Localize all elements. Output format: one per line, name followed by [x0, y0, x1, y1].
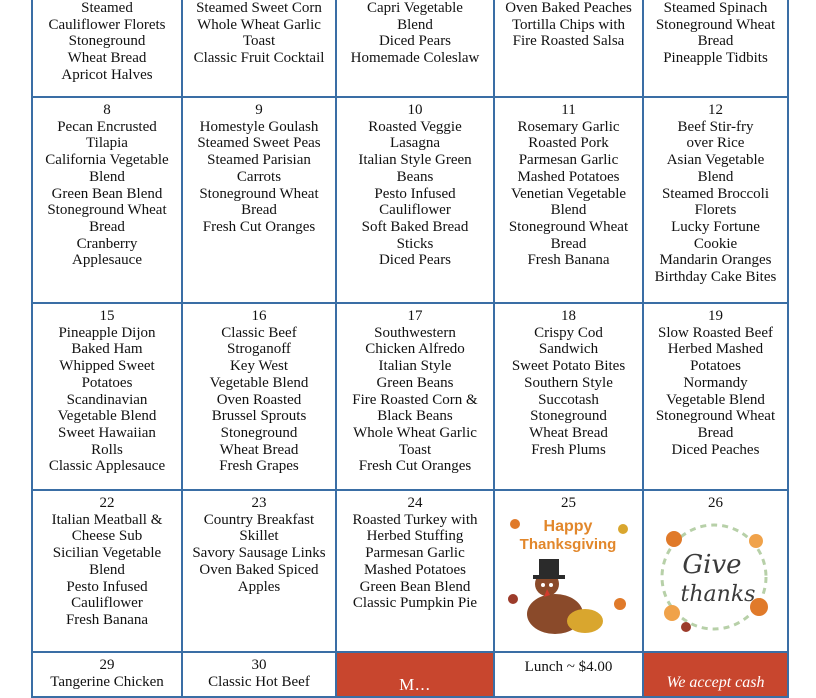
day-number: 29 — [99, 657, 115, 673]
menu-item: Diced Pears — [378, 33, 452, 50]
menu-item: Roasted Turkey with — [352, 511, 478, 528]
menu-cell — [33, 0, 183, 98]
menu-cell-day — [644, 98, 789, 304]
menu-item: Southwestern — [374, 324, 456, 341]
give-text: Give — [682, 550, 742, 580]
menu-item: Skillet — [239, 528, 279, 545]
menu-item: Pineapple Tidbits — [663, 50, 768, 67]
menu-item: Sicilian Vegetable — [52, 545, 162, 562]
thanksgiving-day-cell — [495, 491, 644, 653]
menu-cell — [495, 0, 644, 98]
menu-item: Asian Vegetable — [666, 152, 765, 169]
menu-item: Toast — [398, 441, 432, 458]
payment-text: We accept cash — [666, 674, 765, 691]
menu-item: Pesto Infused — [374, 185, 456, 202]
menu-item: Bread — [550, 235, 587, 252]
menu-item: Bread — [241, 202, 277, 219]
day-number: 11 — [561, 102, 576, 118]
day-number: 23 — [251, 495, 267, 511]
menu-item: Beans — [396, 168, 434, 185]
menu-item: Stoneground Wheat — [655, 408, 776, 425]
menu-item: Sweet Hawaiian — [58, 424, 156, 441]
menu-item: Homestyle Goulash — [199, 118, 319, 135]
menu-item: Mashed Potatoes — [517, 168, 620, 185]
menu-item: Blend — [697, 168, 734, 185]
day-number: 19 — [708, 308, 723, 324]
menu-item: Stoneground Wheat — [47, 202, 167, 219]
menu-item: Lasagna — [390, 135, 440, 152]
day-number: 24 — [407, 495, 423, 511]
menu-item: Fresh Banana — [65, 611, 149, 628]
menu-item: Parmesan Garlic — [518, 152, 619, 169]
menu-item: Wheat Bread — [219, 441, 299, 458]
menu-cell-day — [33, 98, 183, 304]
menu-item: Rolls — [91, 441, 123, 458]
menu-item: Green Bean Blend — [359, 578, 471, 595]
menu-item: Classic Fruit Cocktail — [193, 50, 325, 67]
menu-item: Toast — [242, 33, 276, 50]
menu-item: Cauliflower Florets — [48, 16, 166, 33]
menu-item: Whipped Sweet — [59, 358, 155, 375]
menu-item: Parmesan Garlic — [365, 545, 465, 562]
menu-item: Homemade Coleslaw — [350, 50, 480, 67]
menu-item: Green Bean Blend — [51, 185, 163, 202]
menu-item: Fresh Banana — [527, 252, 610, 269]
menu-item: Savory Sausage Links — [192, 545, 326, 562]
menu-item: Steamed — [81, 0, 133, 16]
menu-item: Brussel Sprouts — [211, 408, 307, 425]
menu-item: Stoneground — [68, 33, 146, 50]
menu-item: Potatoes — [690, 358, 741, 375]
thanks-text: thanks — [680, 582, 756, 607]
menu-item: Stoneground — [220, 424, 298, 441]
menu-item: over Rice — [686, 135, 745, 152]
menu-item: Sandwich — [538, 341, 599, 358]
day-number: 30 — [251, 657, 267, 673]
day-number: 16 — [251, 308, 267, 324]
menu-item: Whole Wheat Garlic — [353, 424, 477, 441]
happy-text: Happy — [543, 518, 593, 535]
menu-item: Italian Style — [378, 358, 452, 375]
menu-item: Classic Pumpkin Pie — [352, 595, 478, 612]
menu-item: Diced Pears — [378, 252, 452, 269]
menu-item: Pecan Encrusted — [57, 118, 157, 135]
menu-item: Venetian Vegetable — [510, 185, 627, 202]
give-thanks-day-cell — [644, 491, 789, 653]
menu-item: California Vegetable — [45, 152, 169, 169]
menu-cell-day — [33, 304, 183, 491]
menu-item: Baked Ham — [71, 341, 143, 358]
price-box — [495, 653, 644, 698]
menu-item: Classic Hot Beef — [208, 673, 310, 690]
day-number: 22 — [99, 495, 115, 511]
menu-cell-day — [337, 98, 495, 304]
menu-item: Scandinavian — [66, 391, 148, 408]
menu-item: Fresh Cut Oranges — [358, 458, 472, 475]
menu-item: Stoneground Wheat — [508, 218, 629, 235]
menu-item: Stoneground Wheat — [655, 16, 776, 33]
give-thanks-wreath-illustration — [644, 509, 785, 649]
menu-item: Bread — [697, 424, 734, 441]
menu-item: Capri Vegetable — [367, 0, 463, 16]
menu-item: Diced Peaches — [671, 441, 760, 458]
menu-item: Lucky Fortune — [671, 218, 760, 235]
menu-item: Beef Stir-fry — [677, 118, 754, 135]
menu-item: Blend — [89, 168, 125, 185]
menu-item: Steamed Sweet Corn — [196, 0, 322, 16]
menu-item: Wheat Bread — [67, 50, 147, 67]
happy-thanksgiving-illustration — [495, 509, 640, 649]
menu-item: Rosemary Garlic — [517, 118, 620, 135]
menu-item: Classic Beef — [221, 324, 297, 341]
menu-item: Herbed Mashed — [667, 341, 764, 358]
menu-item: Oven Roasted — [216, 391, 302, 408]
menu-item: Birthday Cake Bites — [654, 269, 777, 286]
menu-item: Apples — [237, 578, 281, 595]
menu-item: Tangerine Chicken — [50, 673, 164, 690]
menu-item: Sweet Potato Bites — [511, 358, 626, 375]
menu-item: Fresh Cut Oranges — [202, 218, 316, 235]
menu-cell-day — [183, 304, 337, 491]
menu-item: Roasted Veggie — [368, 118, 462, 135]
menu-cell — [183, 653, 337, 698]
menu-item: Tortilla Chips with — [511, 16, 626, 33]
lunch-menu-calendar — [31, 0, 789, 698]
menu-item: Apricot Halves — [61, 66, 153, 83]
day-number: 10 — [407, 102, 423, 118]
menu-item: Bread — [89, 218, 125, 235]
menu-item: Pineapple Dijon — [58, 324, 156, 341]
price-text: Lunch ~ $4.00 — [524, 659, 613, 675]
thanksgiving-text: Thanksgiving — [519, 536, 617, 553]
menu-cell-day — [33, 491, 183, 653]
menu-item: Vegetable Blend — [209, 374, 309, 391]
menu-item: Bread — [697, 33, 734, 50]
menu-item: Key West — [229, 358, 289, 375]
menu-item: Blend — [89, 561, 125, 578]
menu-item: Stoneground Wheat — [199, 185, 319, 202]
menu-item: Fresh Grapes — [219, 458, 299, 475]
menu-item: Steamed Broccoli — [661, 185, 770, 202]
menu-item: Stroganoff — [227, 341, 291, 358]
menu-item: Stoneground — [530, 408, 607, 425]
menu-item: Fire Roasted Salsa — [512, 33, 625, 50]
menu-item: Italian Style Green — [358, 152, 472, 169]
menu-cell-day — [183, 98, 337, 304]
day-number: 18 — [561, 308, 576, 324]
menu-item: Oven Baked Peaches — [505, 0, 632, 16]
menu-item: Italian Meatball & — [51, 511, 163, 528]
menu-item: Cheese Sub — [71, 528, 143, 545]
menu-item: Fire Roasted Corn & — [352, 391, 478, 408]
menu-item: Roasted Pork — [528, 135, 609, 152]
menu-item: Green Beans — [376, 374, 454, 391]
day-number: 17 — [407, 308, 423, 324]
menu-item: Potatoes — [81, 374, 133, 391]
menu-item: Crispy Cod — [534, 324, 603, 341]
menu-item: Steamed Parisian — [207, 152, 311, 169]
day-number: 25 — [561, 495, 576, 511]
menu-item: Fresh Plums — [531, 441, 606, 458]
menu-item: Steamed Spinach — [663, 0, 768, 16]
menu-cell — [644, 0, 789, 98]
info-box — [337, 653, 495, 698]
info-text: M... — [399, 675, 431, 694]
menu-item: Vegetable Blend — [666, 391, 765, 408]
menu-item: Cauliflower — [379, 202, 451, 219]
menu-item: Normandy — [683, 374, 748, 391]
day-number: 15 — [99, 308, 115, 324]
menu-item: Mandarin Oranges — [659, 252, 772, 269]
menu-item: Chicken Alfredo — [365, 341, 465, 358]
menu-item: Classic Applesauce — [48, 458, 166, 475]
menu-item: Tilapia — [86, 135, 128, 152]
menu-item: Sticks — [396, 235, 434, 252]
day-number: 26 — [708, 495, 723, 511]
menu-item: Vegetable Blend — [57, 408, 157, 425]
menu-item: Whole Wheat Garlic — [197, 16, 321, 33]
menu-item: Black Beans — [377, 408, 453, 425]
menu-cell-day — [183, 491, 337, 653]
menu-item: Succotash — [538, 391, 599, 408]
day-number: 12 — [708, 102, 723, 118]
menu-cell-day — [495, 98, 644, 304]
menu-item: Cookie — [693, 235, 738, 252]
menu-item: Slow Roasted Beef — [658, 324, 773, 341]
menu-item: Mashed Potatoes — [363, 561, 467, 578]
menu-item: Wheat Bread — [529, 424, 608, 441]
menu-cell-day — [644, 304, 789, 491]
menu-cell-day — [337, 491, 495, 653]
menu-item: Soft Baked Bread — [361, 218, 469, 235]
menu-item: Herbed Stuffing — [366, 528, 464, 545]
menu-item: Steamed Sweet Peas — [197, 135, 321, 152]
menu-item: Blend — [550, 202, 587, 219]
day-number: 8 — [103, 102, 111, 118]
menu-cell-day — [337, 304, 495, 491]
menu-item: Carrots — [236, 168, 282, 185]
menu-item: Blend — [397, 16, 433, 33]
day-number: 9 — [255, 102, 263, 118]
menu-item: Country Breakfast — [203, 511, 315, 528]
menu-item: Cranberry — [76, 235, 138, 252]
menu-item: Cauliflower — [71, 595, 143, 612]
menu-item: Oven Baked Spiced — [199, 561, 319, 578]
payment-box — [644, 653, 789, 698]
menu-cell — [337, 0, 495, 98]
menu-item: Pesto Infused — [66, 578, 148, 595]
menu-cell — [183, 0, 337, 98]
menu-item: Florets — [694, 202, 737, 219]
menu-cell — [33, 653, 183, 698]
menu-cell-day — [495, 304, 644, 491]
menu-item: Southern Style — [524, 374, 613, 391]
menu-item: Applesauce — [72, 252, 142, 269]
